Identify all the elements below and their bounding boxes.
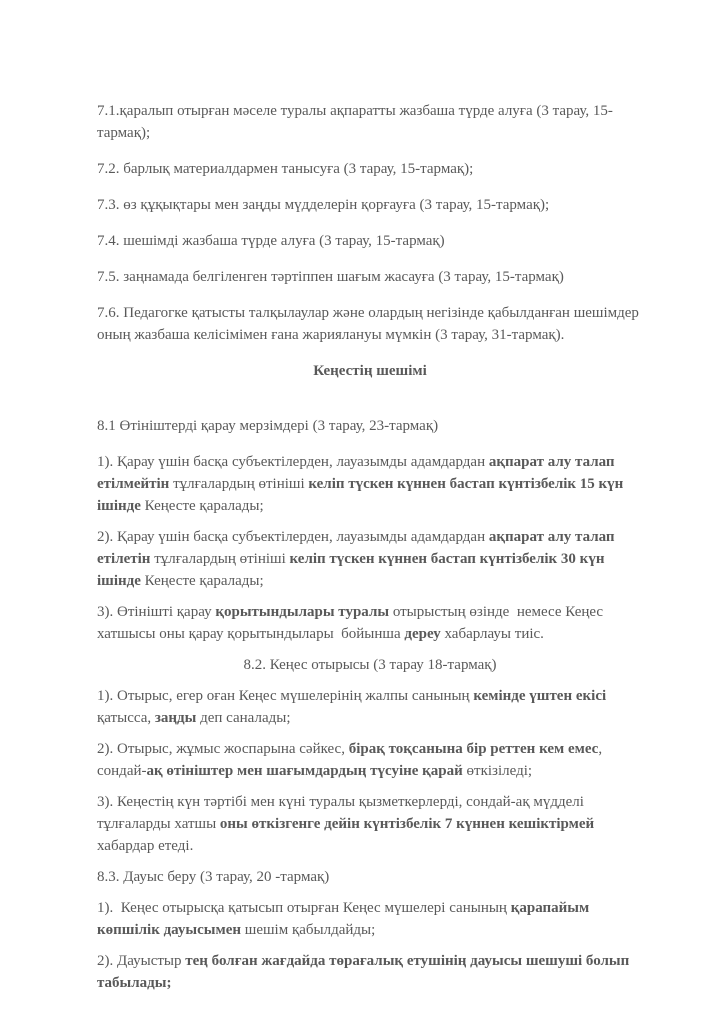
- text-segment: 8.1 Өтініштерді қарау мерзімдері (3 тарау, 23-тармақ): [97, 418, 439, 434]
- text-segment: 2). Отырыс, жұмыс жоспарына сәйкес,: [97, 741, 349, 757]
- text-segment: 7.4. шешімді жазбаша түрде алуға (3 тарау, 15-тармақ): [97, 233, 445, 249]
- text-segment: 7.2. барлық материалдармен танысуға (3 тарау, 15-тармақ);: [97, 161, 474, 177]
- text-segment: 8.2. Кеңес отырысы (3 тарау 18-тармақ): [243, 657, 497, 673]
- text-segment: тұлғалардың өтініші: [169, 476, 309, 492]
- bold-text-segment: дереу: [404, 626, 441, 642]
- paragraph-7-6: [97, 302, 643, 346]
- text-segment: тұлғалардың өтініші: [150, 551, 290, 567]
- text-segment: 8.3. Дауыс беру (3 тарау, 20 -тармақ): [97, 869, 330, 885]
- text-segment: 1). Отырыс, егер оған Кеңес мүшелерінің жалпы санының: [97, 688, 474, 704]
- text-segment: 2). Қарау үшін басқа субъектілерден, лауазымды адамдардан: [97, 529, 489, 545]
- text-segment: 7.5. заңнамада белгіленген тәртіппен шағым жасауға (3 тарау, 15-тармақ): [97, 269, 564, 285]
- text-segment: деп саналады;: [196, 710, 291, 726]
- paragraph-8-3-title: [97, 866, 643, 888]
- text-segment: отырыстың өзінде немесе Кеңес хатшысы оны қарау қорытындылары бойынша: [97, 604, 607, 642]
- paragraph-8-3-item-2: [97, 950, 643, 994]
- paragraph-7-1: [97, 100, 643, 144]
- paragraph-8-1-title: [97, 415, 643, 437]
- paragraph-7-3: [97, 194, 643, 216]
- text-segment: 3). Өтінішті қарау: [97, 604, 216, 620]
- paragraph-8-2-title: [97, 654, 643, 676]
- text-segment: қатысса,: [97, 688, 610, 726]
- document-content: [97, 100, 643, 1003]
- text-segment: Кеңесте қаралады;: [140, 573, 264, 589]
- paragraph-7-2: [97, 158, 643, 180]
- bold-text-segment: кемінде үштен екісі: [473, 688, 607, 704]
- bold-text-segment: келіп түскен күннен бастап күнтізбелік 30 күн ішінде: [97, 551, 609, 589]
- bold-text-segment: ақпарат алу талап етілмейтін: [97, 454, 619, 492]
- text-segment: 1). Қарау үшін басқа субъектілерден, лауазымды адамдардан: [97, 454, 489, 470]
- bold-text-segment: ақпарат алу талап етілетін: [97, 529, 619, 567]
- bold-text-segment: келіп түскен күннен бастап күнтізбелік 15 күн ішінде: [97, 476, 628, 514]
- paragraph-7-5: [97, 266, 643, 288]
- text-segment: 7.3. өз құқықтары мен заңды мүдделерін қорғауға (3 тарау, 15-тармақ);: [97, 197, 550, 213]
- bold-text-segment: оны өткізгенге дейін күнтізбелік 7 күннен кешіктірмей: [219, 816, 595, 832]
- bold-text-segment: заңды: [154, 710, 197, 726]
- paragraph-8-2-item-2: [97, 738, 643, 782]
- paragraph-8-2-item-1: [97, 685, 643, 729]
- paragraph-8-1-item-3: [97, 601, 643, 645]
- text-segment: 7.1.қаралып отырған мәселе туралы ақпаратты жазбаша түрде алуға (3 тарау, 15-тармақ);: [97, 103, 613, 141]
- text-segment: хабарлауы тиіс.: [440, 626, 544, 642]
- section-heading-council-decision: [97, 360, 643, 382]
- text-segment: Кеңестің шешімі: [313, 363, 427, 379]
- text-segment: , сондай-: [97, 741, 606, 779]
- paragraph-8-2-item-3: [97, 791, 643, 857]
- text-segment: өткізіледі;: [462, 763, 533, 779]
- text-segment: 3). Кеңестің күн тәртібі мен күні туралы қызметкерлерді, сондай-ақ мүдделі тұлғаларды хатшы: [97, 794, 588, 832]
- text-segment: 2). Дауыстыр: [97, 953, 186, 969]
- bold-text-segment: бірақ тоқсанына бір реттен кем емес: [348, 741, 599, 757]
- bold-text-segment: қарапайым көпшілік дауысымен: [97, 900, 593, 938]
- text-segment: шешім қабылдайды;: [241, 922, 376, 938]
- bold-text-segment: қорытындылары туралы: [215, 604, 390, 620]
- paragraph-7-4: [97, 230, 643, 252]
- paragraph-8-3-item-1: [97, 897, 643, 941]
- paragraph-8-1-item-1: [97, 451, 643, 517]
- bold-text-segment: ақ өтініштер мен шағымдардың түсуіне қарай: [146, 763, 463, 779]
- bold-text-segment: тең болған жағдайда төрағалық етушінің дауысы шешуші болып табылады;: [97, 953, 634, 991]
- text-segment: хабардар етеді.: [97, 816, 598, 854]
- text-segment: 1). Кеңес отырысқа қатысып отырған Кеңес мүшелері санының: [97, 900, 511, 916]
- text-segment: 7.6. Педагогке қатысты талқылаулар және олардың негізінде қабылданған шешімдер оның жазбаша келісімімен ғана жариялануы мүмкін (3 тарау, 31-тармақ).: [97, 305, 643, 343]
- text-segment: Кеңесте қаралады;: [140, 498, 264, 514]
- paragraph-8-1-item-2: [97, 526, 643, 592]
